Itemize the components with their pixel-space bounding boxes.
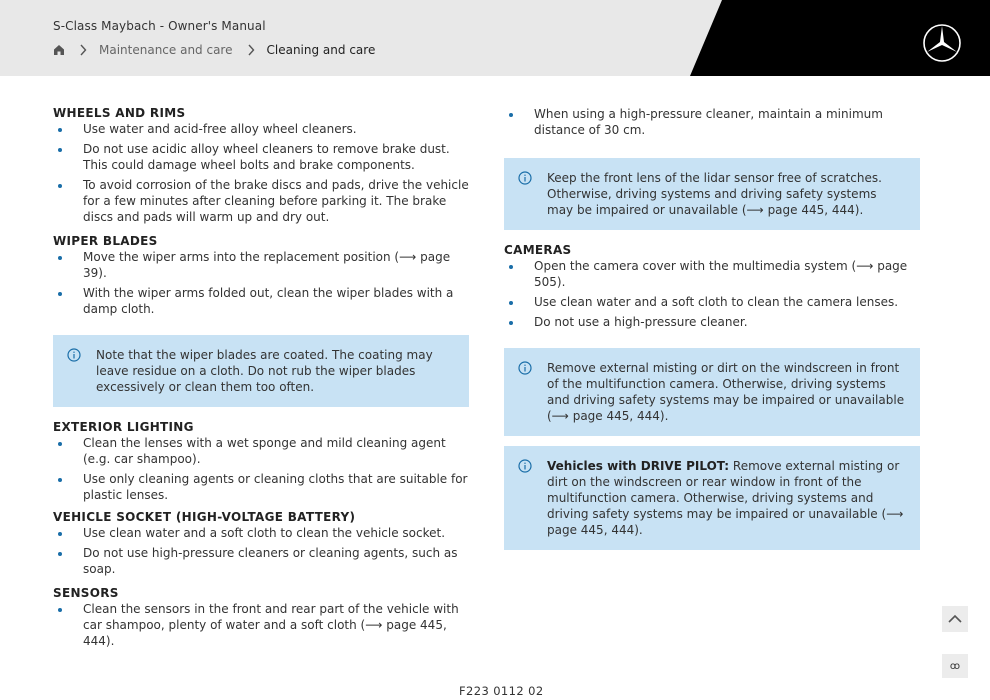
note-text: Keep the front lens of the lidar sensor free of scratches. Otherwise, driving systems and driving safety systems may be impaired or unavailable (⟶ page 445, 444).: [547, 171, 882, 217]
list-item: Do not use acidic alloy wheel cleaners to remove brake dust. This could damage wheel bolts and brake components.: [53, 141, 469, 173]
list-item: Move the wiper arms into the replacement position (⟶ page 39).: [53, 249, 469, 281]
info-note-camera: [504, 348, 920, 436]
info-note-drive-pilot: [504, 446, 920, 550]
scroll-to-top-button[interactable]: [942, 606, 968, 632]
pressure-list: [504, 106, 920, 138]
section-title-wiper: WIPER BLADES: [53, 234, 158, 248]
list-item: Clean the sensors in the front and rear part of the vehicle with car shampoo, plenty of water and a soft cloth (⟶ page 445, 444).: [53, 601, 469, 649]
left-column: [53, 100, 469, 653]
list-item: Open the camera cover with the multimedia system (⟶ page 505).: [504, 258, 920, 290]
document-title: S-Class Maybach - Owner's Manual: [53, 19, 266, 33]
info-icon: [67, 348, 81, 362]
note-text: Note that the wiper blades are coated. The coating may leave residue on a cloth. Do not rub the wiper blades excessively or clean them too often.: [96, 348, 433, 394]
breadcrumb: [53, 41, 375, 59]
chevron-up-icon: [948, 614, 962, 624]
lighting-list: [53, 435, 469, 503]
page-view-button[interactable]: [942, 654, 968, 678]
mercedes-star-logo: [922, 23, 962, 63]
figure-code: F223 0112 02: [459, 684, 544, 698]
section-title-socket: VEHICLE SOCKET (HIGH-VOLTAGE BATTERY): [53, 510, 356, 524]
list-item: Clean the lenses with a wet sponge and mild cleaning agent (e.g. car shampoo).: [53, 435, 469, 467]
note-bold-lead: Vehicles with DRIVE PILOT:: [547, 459, 730, 473]
home-icon[interactable]: [53, 44, 65, 56]
list-item: When using a high-pressure cleaner, maintain a minimum distance of 30 cm.: [504, 106, 920, 138]
page-view-icon: ꝏ: [949, 660, 961, 672]
list-item: Use clean water and a soft cloth to clean the camera lenses.: [504, 294, 920, 310]
note-text: Remove external misting or dirt on the windscreen or rear window in front of the multifunction camera. Otherwise, driving systems and driving safety systems may be impaired or unavailable (⟶ page 445, 444).: [547, 459, 904, 537]
breadcrumb-current: Cleaning and care: [266, 43, 376, 57]
list-item: To avoid corrosion of the brake discs and pads, drive the vehicle for a few minutes after cleaning before parking it. The brake discs and pads will warm up and dry out.: [53, 177, 469, 225]
info-icon: [518, 459, 532, 473]
section-title-sensors: SENSORS: [53, 586, 119, 600]
breadcrumb-link-maintenance[interactable]: Maintenance and care: [99, 43, 233, 57]
list-item: Use only cleaning agents or cleaning cloths that are suitable for plastic lenses.: [53, 471, 469, 503]
section-title-wheels: WHEELS AND RIMS: [53, 106, 186, 120]
note-text: Remove external misting or dirt on the windscreen in front of the multifunction camera. Otherwise, driving systems and driving safety systems may be impaired or unavailable (⟶ page 445, 444).: [547, 361, 905, 423]
section-title-cameras: CAMERAS: [504, 243, 572, 257]
list-item: Do not use high-pressure cleaners or cleaning agents, such as soap.: [53, 545, 469, 577]
info-icon: [518, 171, 532, 185]
chevron-right-icon: [79, 44, 87, 56]
info-note-wiper: [53, 335, 469, 407]
wiper-list: [53, 249, 469, 317]
chevron-right-icon: [247, 44, 255, 56]
cameras-list: [504, 258, 920, 330]
wheels-list: [53, 121, 469, 225]
section-title-lighting: EXTERIOR LIGHTING: [53, 420, 194, 434]
page-header: [0, 0, 990, 76]
socket-list: [53, 525, 469, 577]
right-column: [504, 100, 920, 550]
info-icon: [518, 361, 532, 375]
info-note-lidar: [504, 158, 920, 230]
list-item: With the wiper arms folded out, clean the wiper blades with a damp cloth.: [53, 285, 469, 317]
list-item: Do not use a high-pressure cleaner.: [504, 314, 920, 330]
list-item: Use clean water and a soft cloth to clean the vehicle socket.: [53, 525, 469, 541]
sensors-list: [53, 601, 469, 649]
list-item: Use water and acid-free alloy wheel cleaners.: [53, 121, 469, 137]
